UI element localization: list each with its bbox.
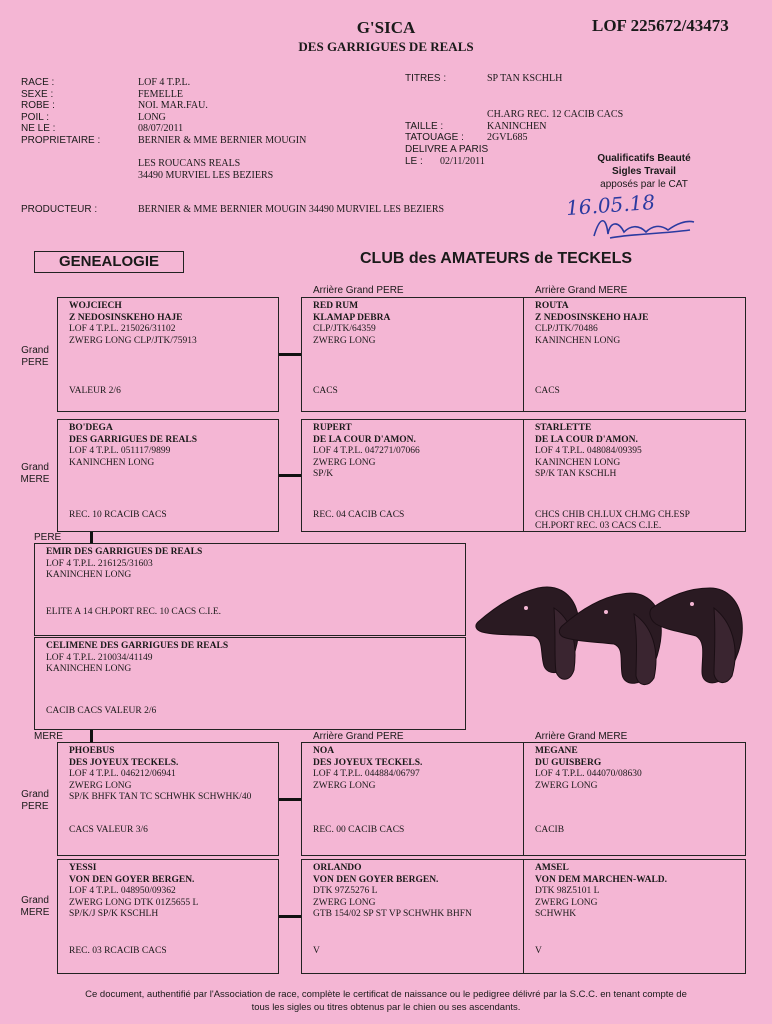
box-father-gm-agm: STARLETTE DE LA COUR D'AMON. LOF 4 T.P.L. 048084/09395 KANINCHEN LONG SP/K TAN KSCHLH CHCS CHIB CH.LUX CH.MG CH.ESP CH.PORT REC. 03 CACS C.I.E.: [523, 419, 746, 532]
label-sexe: SEXE :: [21, 88, 54, 100]
value-ne-le: 08/07/2011: [138, 123, 184, 134]
box-mere: CELIMENE DES GARRIGUES DE REALS LOF 4 T.P.L. 210034/41149 KANINCHEN LONG CACIB CACS VALEUR 2/6: [34, 637, 466, 730]
signature-icon: [590, 212, 705, 244]
col-header-agp-upper: Arrière Grand PERE: [313, 285, 404, 296]
box-father-grandfather: WOJCIECH Z NEDOSINSKEHO HAJE LOF 4 T.P.L. 215026/31102 ZWERG LONG CLP/JTK/75913 VALEUR 2/6: [57, 297, 279, 412]
value-tatouage: 2GVL685: [487, 132, 528, 143]
connector: [90, 532, 93, 543]
owner-address: [138, 158, 273, 181]
club-title: CLUB des AMATEURS de TECKELS: [360, 250, 633, 267]
value-le: 02/11/2011: [440, 156, 485, 167]
label-delivre: DELIVRE A PARIS: [405, 144, 489, 155]
value-titres: SP TAN KSCHLH: [487, 73, 563, 84]
pere-label: PERE: [34, 532, 62, 543]
cat-stamp: [570, 152, 718, 191]
box-father-grandmother: BO'DEGA DES GARRIGUES DE REALS LOF 4 T.P.L. 051117/9899 KANINCHEN LONG REC. 10 RCACIB CACS: [57, 419, 279, 532]
value-producteur: BERNIER & MME BERNIER MOUGIN 34490 MURVIEL LES BEZIERS: [138, 204, 445, 215]
label-race: RACE :: [21, 77, 55, 88]
label-proprietaire: PROPRIETAIRE :: [21, 134, 101, 146]
label-ne-le: NE LE :: [21, 123, 56, 134]
identity-values: [138, 77, 306, 146]
box-father-gf-agm: ROUTA Z NEDOSINSKEHO HAJE CLP/JTK/70486 KANINCHEN LONG CACS: [523, 297, 746, 412]
label-le: LE :: [405, 156, 423, 167]
handwritten-date: 16.05.18: [565, 189, 656, 221]
label-tatouage: TATOUAGE :: [405, 132, 464, 143]
label-taille: TAILLE :: [405, 121, 444, 132]
value-poil: LONG: [138, 111, 166, 123]
identity-labels: [21, 77, 100, 146]
label-titres: TITRES :: [405, 73, 447, 84]
lof-number: LOF 225672/43473: [592, 16, 729, 35]
box-mother-gm-agp: ORLANDO VON DEN GOYER BERGEN. DTK 97Z5276 L ZWERG LONG GTB 154/02 SP ST VP SCHWHK BHFN V: [301, 859, 524, 974]
box-pere: EMIR DES GARRIGUES DE REALS LOF 4 T.P.L. 216125/31603 KANINCHEN LONG ELITE A 14 CH.PORT REC. 10 CACS C.I.E.: [34, 543, 466, 636]
col-header-agm-upper: Arrière Grand MERE: [535, 285, 628, 296]
label-poil: POIL :: [21, 111, 49, 123]
dog-name-line2: DES GARRIGUES DE REALS: [298, 39, 474, 54]
box-father-gm-agp: RUPERT DE LA COUR D'AMON. LOF 4 T.P.L. 047271/07066 ZWERG LONG SP/K REC. 04 CACIB CACS: [301, 419, 524, 532]
label-robe: ROBE :: [21, 100, 55, 111]
value-taille: KANINCHEN: [487, 121, 547, 132]
connector: [279, 353, 301, 356]
box-mother-grandfather: PHOEBUS DES JOYEUX TECKELS. LOF 4 T.P.L. 046212/06941 ZWERG LONG SP/K BHFK TAN TC SCHWHK SCHWHK/40 CACS VALEUR 3/6: [57, 742, 279, 856]
genealogie-label: GENEALOGIE: [34, 251, 184, 273]
box-mother-grandmother: YESSI VON DEN GOYER BERGEN. LOF 4 T.P.L. 048950/09362 ZWERG LONG DTK 01Z5655 L SP/K/J SP/K KSCHLH REC. 03 RCACIB CACS: [57, 859, 279, 974]
connector: [279, 915, 301, 918]
value-robe: NOI. MAR.FAU.: [138, 100, 208, 111]
side-label-grand-pere-1: Grand PERE: [21, 345, 49, 368]
stamp-line2: Sigles Travail: [612, 166, 676, 177]
dog-name-line1: G'SICA: [356, 18, 416, 37]
side-label-grand-pere-2: Grand PERE: [21, 789, 49, 812]
dachshund-heads-icon: [474, 578, 746, 690]
box-mother-gf-agp: NOA DES JOYEUX TECKELS. LOF 4 T.P.L. 044884/06797 ZWERG LONG REC. 00 CACIB CACS: [301, 742, 524, 856]
footer-note: [30, 988, 742, 1014]
box-mother-gm-agm: AMSEL VON DEM MARCHEN-WALD. DTK 98Z5101 L ZWERG LONG SCHWHK V: [523, 859, 746, 974]
address-line1: LES ROUCANS REALS: [138, 158, 241, 169]
footer-line2: tous les sigles ou titres obtenus par le chien ou ses ascendants.: [251, 1002, 521, 1013]
stamp-line3: apposés par le CAT: [600, 179, 688, 190]
connector: [279, 798, 301, 801]
value-sexe: FEMELLE: [138, 88, 183, 100]
connector: [279, 474, 301, 477]
box-mother-gf-agm: MEGANE DU GUISBERG LOF 4 T.P.L. 044070/08630 ZWERG LONG CACIB: [523, 742, 746, 856]
box-father-gf-agp: RED RUM KLAMAP DEBRA CLP/JTK/64359 ZWERG LONG CACS: [301, 297, 524, 412]
mere-label: MERE: [34, 731, 63, 742]
value-race: LOF 4 T.P.L.: [138, 77, 191, 88]
address-line2: 34490 MURVIEL LES BEZIERS: [138, 169, 274, 181]
value-titres-2: CH.ARG REC. 12 CACIB CACS: [487, 109, 624, 120]
side-label-grand-mere-1: Grand MERE: [20, 462, 50, 485]
stamp-line1: Qualificatifs Beauté: [597, 153, 691, 164]
side-label-grand-mere-2: Grand MERE: [20, 895, 50, 918]
value-proprietaire: BERNIER & MME BERNIER MOUGIN: [138, 134, 307, 146]
footer-line1: Ce document, authentifié par l'Association de race, complète le certificat de naissance ou le pedigree délivré par la S.C.C. en tenant compte de: [85, 989, 687, 1000]
connector: [90, 730, 93, 742]
col-header-agp-lower: Arrière Grand PERE: [313, 731, 404, 742]
col-header-agm-lower: Arrière Grand MERE: [535, 731, 628, 742]
label-producteur: PRODUCTEUR :: [21, 204, 98, 215]
